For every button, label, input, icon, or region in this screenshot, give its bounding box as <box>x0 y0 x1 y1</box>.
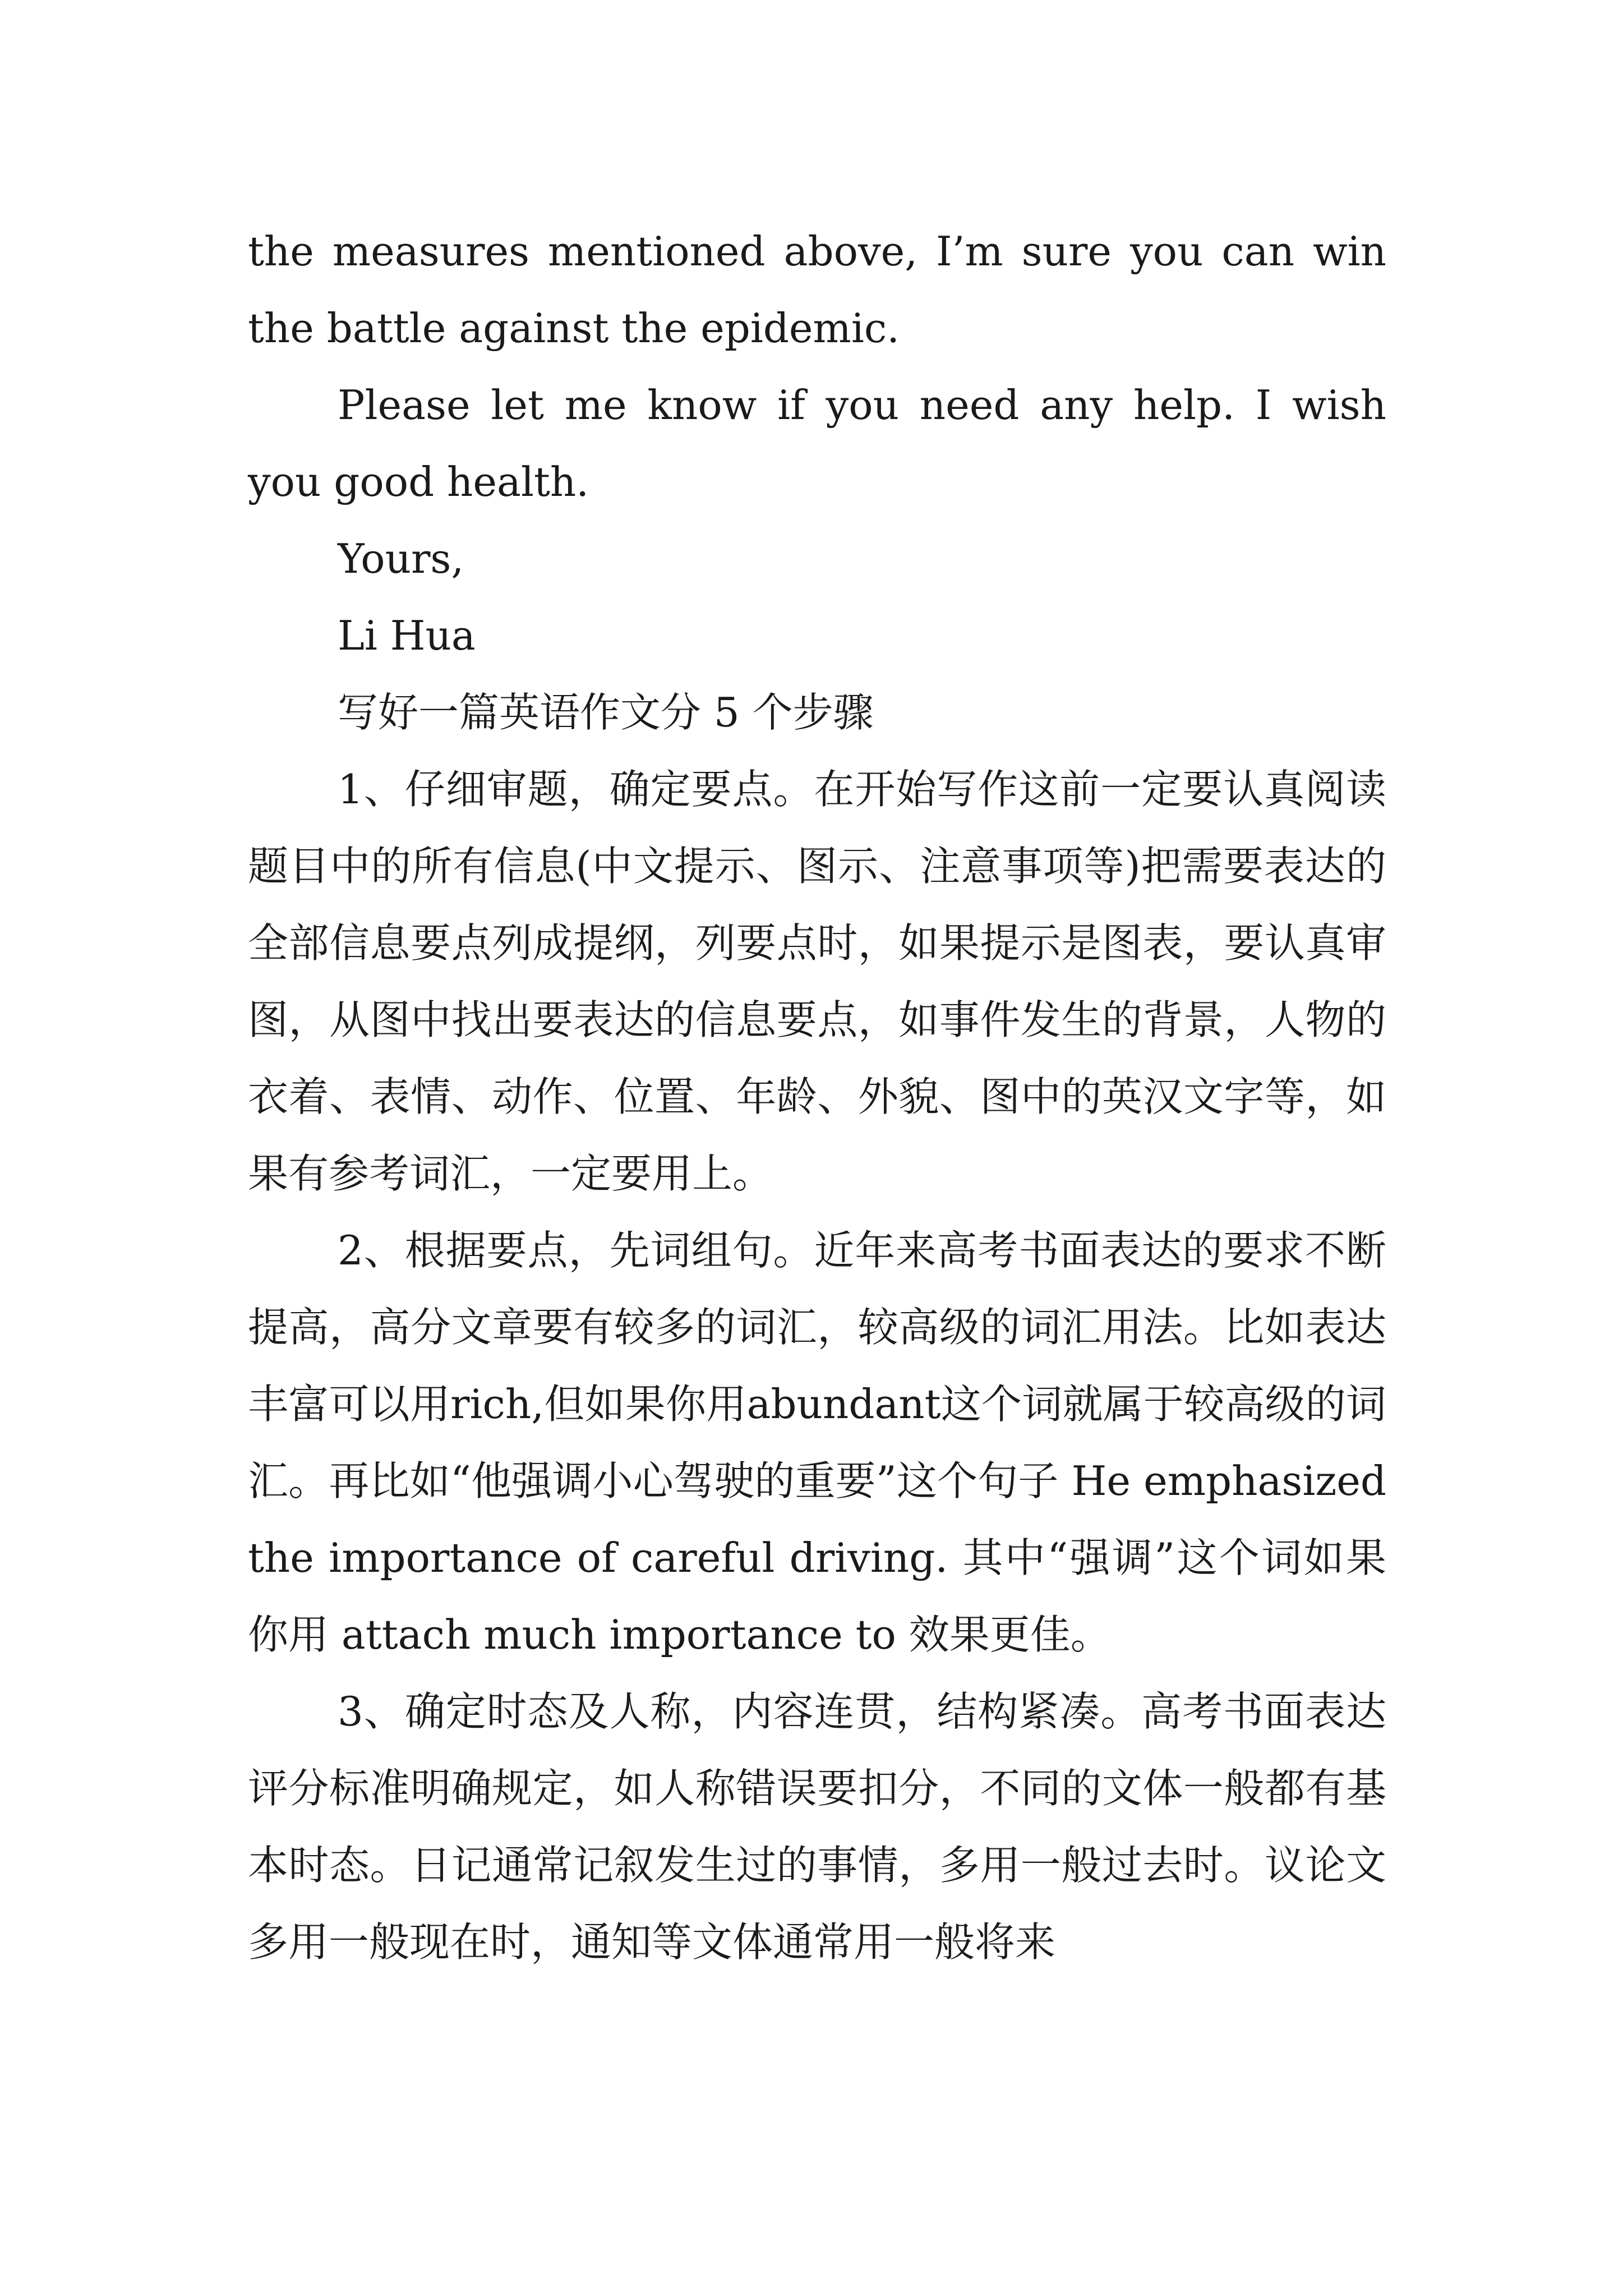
letter-closing: Yours, <box>338 535 464 582</box>
letter-continuation: the measures mentioned above, I’m sure you can win the battle against the epidemic. <box>248 228 1386 352</box>
document-body <box>248 213 1386 1981</box>
letter-offer-help: Please let me know if you need any help. I wish you good health. <box>248 381 1386 505</box>
guide-step-1: 1、仔细审题，确定要点。在开始写作这前一定要认真阅读题目中的所有信息(中文提示、图示、注意事项等)把需要表达的全部信息要点列成提纲，列要点时，如果提示是图表，要认真审图，从图中找出要表达的信息要点，如事件发生的背景，人物的衣着、表情、动作、位置、年龄、外貌、图中的英汉文字等，如果有参考词汇，一定要用上。 <box>248 766 1386 1197</box>
guide-step-2: 2、根据要点，先词组句。近年来高考书面表达的要求不断提高，高分文章要有较多的词汇，较高级的词汇用法。比如表达丰富可以用rich,但如果你用abundant这个词就属于较高级的词汇。再比如“他强调小心驾驶的重要”这个句子 He emphasized the importance of careful driving. 其中“强调”这个词如果你用 attach much importance to 效果更佳。 <box>248 1227 1386 1658</box>
guide-heading: 写好一篇英语作文分 5 个步骤 <box>338 689 874 736</box>
letter-signature: Li Hua <box>338 612 476 659</box>
guide-step-3: 3、确定时态及人称，内容连贯，结构紧凑。高考书面表达评分标准明确规定，如人称错误要扣分，不同的文体一般都有基本时态。日记通常记叙发生过的事情，多用一般过去时。议论文多用一般现在时，通知等文体通常用一般将来 <box>248 1688 1386 1966</box>
